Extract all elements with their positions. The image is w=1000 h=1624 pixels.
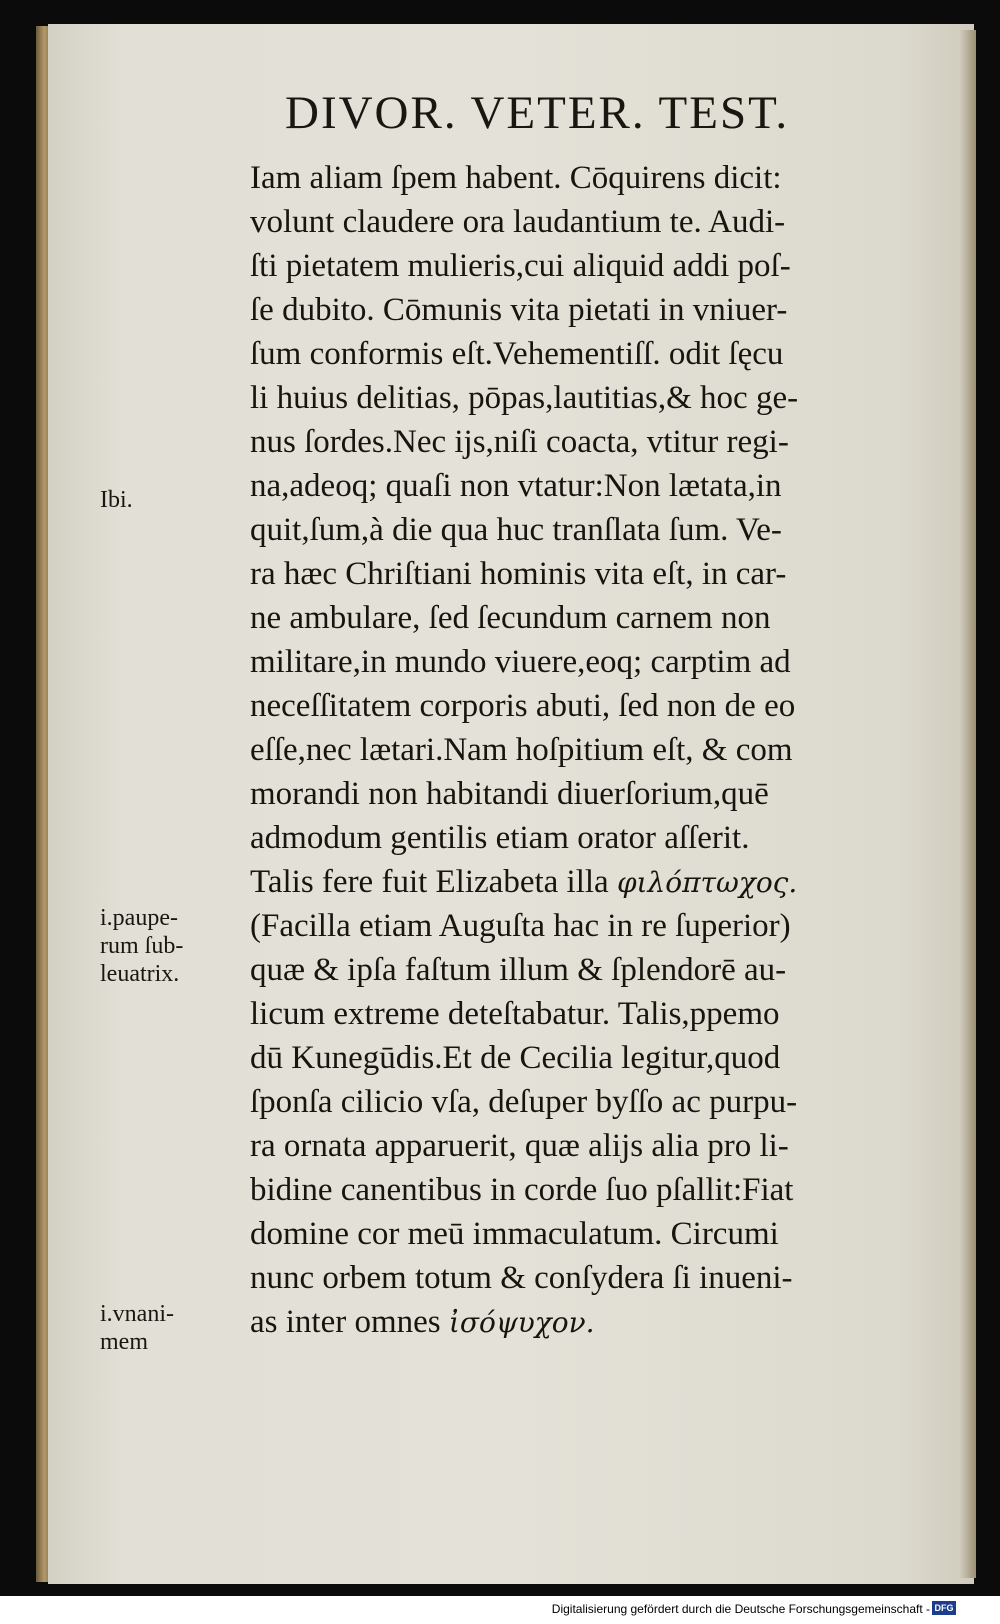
text-line: ra ornata apparuerit, quæ alijs alia pro li-: [250, 1128, 789, 1164]
text-line: [250, 1300, 930, 1344]
text-line: Iam aliam ſpem habent. Cōquirens dicit:: [250, 160, 782, 196]
text-line: ſponſa cilicio vſa, deſuper byſſo ac purpu-: [250, 1084, 798, 1120]
greek-word: ἰσόψυχον.: [448, 1306, 595, 1339]
text-line: quit,ſum,à die qua huc tranſlata ſum. Ve-: [250, 512, 782, 548]
running-title: DIVOR. VETER. TEST.: [285, 87, 790, 139]
margin-note-vnanimem: [100, 1300, 174, 1356]
text-line: ſti pietatem mulieris,cui aliquid addi poſ-: [250, 248, 791, 284]
text-line: (Facilla etiam Auguſta hac in re ſuperior): [250, 908, 791, 944]
margin-note-line: i.vnani-: [100, 1301, 174, 1327]
text-line: dū Kunegūdis.Et de Cecilia legitur,quod: [250, 1040, 781, 1076]
text-line: morandi non habitandi diuerſorium,quē: [250, 776, 769, 812]
text-line: quæ & ipſa faſtum illum & ſplendorē au-: [250, 952, 787, 988]
text-line: licum extreme deteſtabatur. Talis,ppemo: [250, 996, 780, 1032]
text-line: bidine canentibus in corde ſuo pſallit:Fiat: [250, 1172, 794, 1208]
text-line: nunc orbem totum & conſydera ſi inueni-: [250, 1260, 793, 1296]
body-text: [250, 156, 930, 1344]
margin-note-line: leuatrix.: [100, 961, 180, 987]
text-line: nus ſordes.Nec ijs,niſi coacta, vtitur regi-: [250, 424, 789, 460]
greek-word: φιλόπτωχος.: [616, 866, 798, 899]
text-line: volunt claudere ora laudantium te. Audi-: [250, 204, 786, 240]
margin-note-line: i.paupe-: [100, 905, 178, 931]
page-right-edge: [960, 30, 976, 1578]
dfg-logo: DFG: [932, 1601, 956, 1615]
text-line: domine cor meū immaculatum. Circumi: [250, 1216, 779, 1252]
text-line: ne ambulare, ſed ſecundum carnem non: [250, 600, 771, 636]
text-line: ſe dubito. Cōmunis vita pietati in vniuer-: [250, 292, 788, 328]
text-line: ſum conformis eſt.Vehementiſſ. odit ſęcu: [250, 336, 784, 372]
margin-note-line: mem: [100, 1329, 148, 1355]
margin-note-pauperum: [100, 904, 183, 988]
margin-note-ibi: [100, 486, 133, 514]
text-line: na,adeoq; quaſi non vtatur:Non lætata,in: [250, 468, 782, 504]
text-line: eſſe,nec lætari.Nam hoſpitium eſt, & com: [250, 732, 793, 768]
text-line-words: Talis fere fuit Elizabeta illa: [250, 864, 609, 900]
text-line: li huius delitias, pōpas,lautitias,& hoc ge-: [250, 380, 799, 416]
text-line: [250, 860, 930, 904]
margin-note-line: rum ſub-: [100, 933, 184, 959]
text-line: neceſſitatem corporis abuti, ſed non de eo: [250, 688, 796, 724]
margin-note-line: Ibi.: [100, 487, 133, 513]
footer-credit: Digitalisierung gefördert durch die Deutsche Forschungsgemeinschaft -: [551, 1602, 930, 1616]
text-line-words: as inter omnes: [250, 1304, 441, 1340]
text-line: ra hæc Chriſtiani hominis vita eſt, in car-: [250, 556, 787, 592]
text-line: admodum gentilis etiam orator aſſerit.: [250, 820, 750, 856]
text-line: militare,in mundo viuere,eoq; carptim ad: [250, 644, 791, 680]
